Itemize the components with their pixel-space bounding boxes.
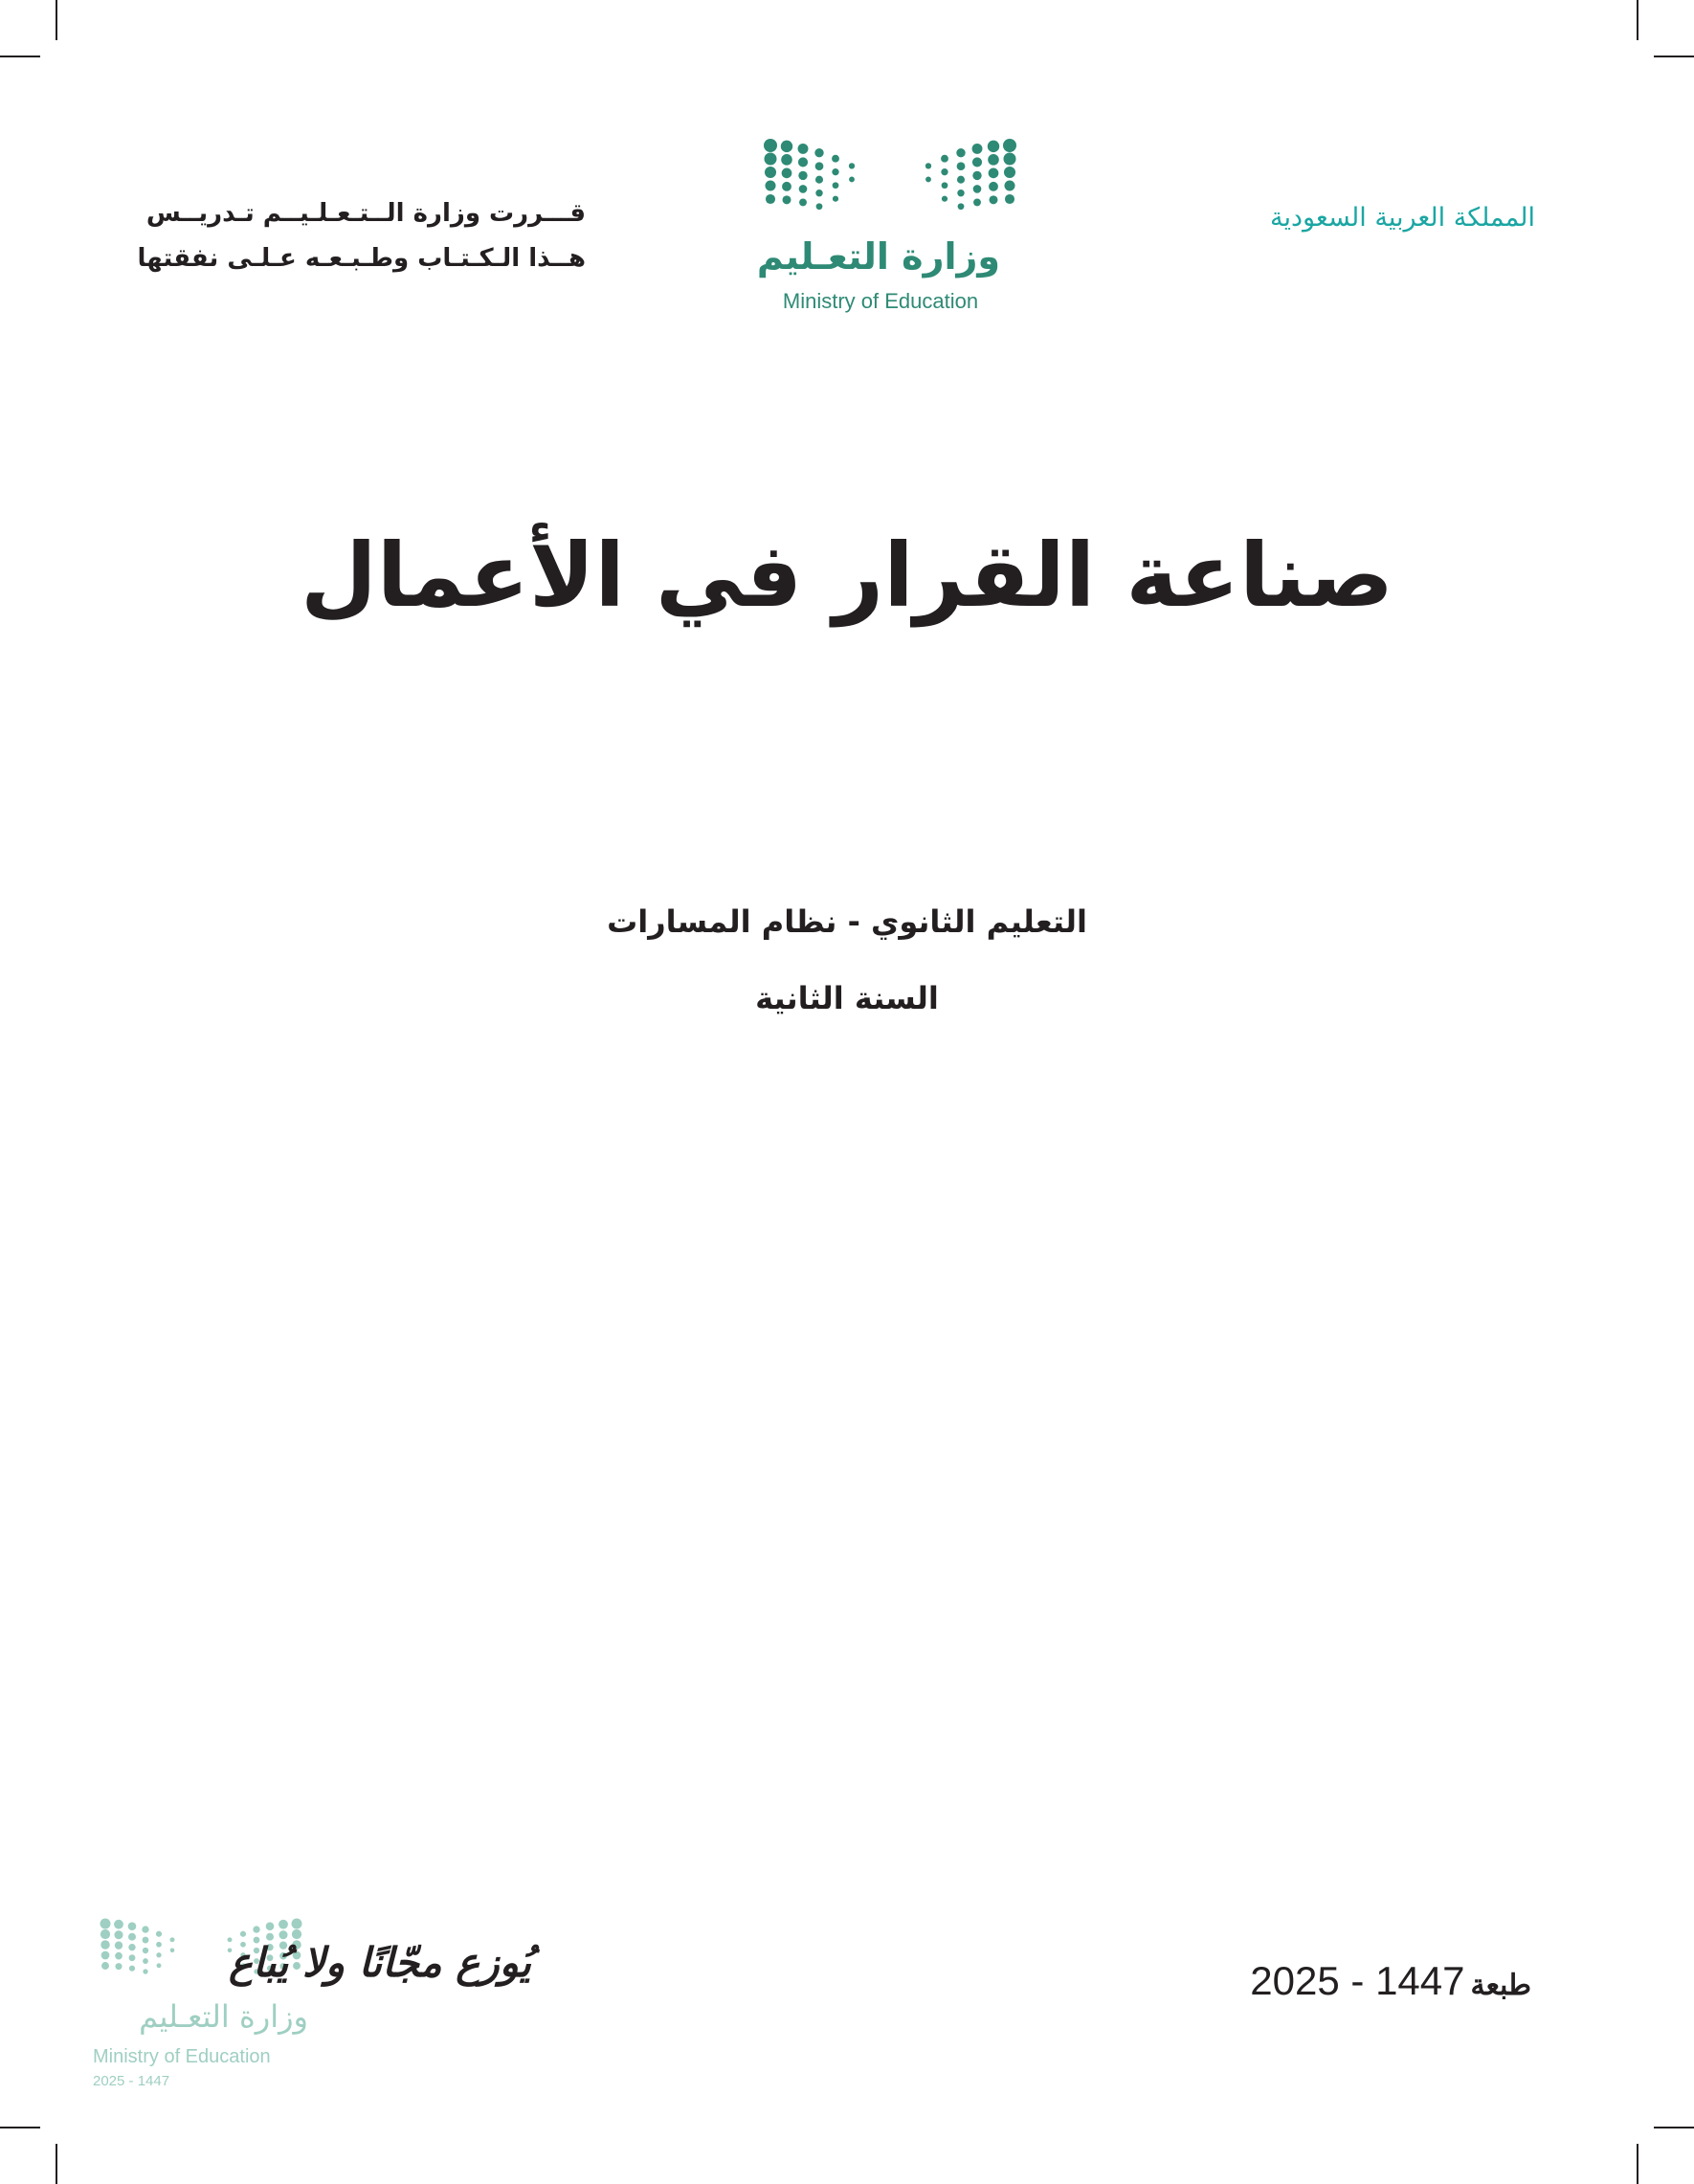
logo-dot [101, 1951, 110, 1960]
logo-dot [849, 176, 855, 182]
logo-dot [143, 1937, 149, 1944]
logo-dot [143, 1948, 148, 1953]
logo-dot [973, 185, 982, 193]
logo-dot [957, 162, 966, 170]
logo-dot [1004, 167, 1015, 178]
logo-dot [1005, 194, 1014, 204]
logo-dot [832, 155, 839, 163]
logo-dot [129, 1966, 135, 1972]
logo-dot [114, 1930, 123, 1939]
logo-dot [973, 198, 981, 206]
edition-label: طبعة [1470, 1970, 1531, 2001]
logo-dot [814, 148, 823, 157]
logo-dot [925, 163, 931, 168]
logo-dot [941, 155, 948, 163]
approval-line: قـــررت وزارة الــتـعـلـيــم تـدريــس [145, 199, 586, 228]
logo-dot [101, 1962, 109, 1970]
program-name: التعليم الثانوي - نظام المسارات [607, 903, 1087, 940]
logo-dot [782, 182, 791, 191]
logo-dot [156, 1952, 161, 1957]
approval-note [137, 191, 586, 281]
logo-dot [143, 1958, 148, 1964]
crop-mark [1654, 56, 1694, 57]
logo-dot [958, 203, 965, 210]
watermark-ministry-arabic: وزارة التعـليم [139, 1998, 308, 2035]
crop-mark [0, 2127, 40, 2128]
logo-dot [1003, 152, 1015, 165]
logo-dot [764, 139, 777, 152]
logo-dot [816, 203, 823, 210]
logo-dot [292, 1929, 301, 1939]
logo-dot [799, 198, 807, 206]
free-distribution-note: يُوزع مجّانًا ولا يُباع [229, 1939, 531, 1986]
crop-mark [0, 56, 40, 57]
logo-dot [781, 154, 792, 166]
logo-dot [765, 180, 775, 190]
logo-dot [989, 167, 999, 178]
logo-dot [972, 144, 983, 154]
logo-dot [942, 182, 948, 189]
logo-dot [157, 1963, 162, 1968]
book-title: صناعة القرار في الأعمال [300, 524, 1393, 627]
logo-dot [957, 176, 965, 184]
logo-dot [798, 157, 808, 167]
crop-mark [1637, 0, 1638, 40]
logo-dot [128, 1944, 135, 1950]
logo-dot [292, 1919, 302, 1929]
logo-dot [1004, 180, 1014, 190]
logo-dot [114, 1920, 123, 1929]
logo-dot [988, 154, 999, 166]
logo-dot [156, 1931, 162, 1937]
logo-dot [815, 176, 823, 184]
logo-dot [279, 1920, 288, 1929]
logo-dot [143, 1969, 147, 1973]
logo-dot [833, 182, 839, 189]
logo-dot [833, 196, 838, 202]
ministry-name-english: Ministry of Education [782, 289, 979, 313]
logo-dot [115, 1963, 122, 1970]
ministry-name-arabic: وزارة التعـليم [756, 235, 1000, 278]
logo-dot [100, 1929, 110, 1939]
watermark-year: 2025 - 1447 [93, 2073, 170, 2089]
logo-dot [941, 168, 947, 175]
logo-dot [925, 176, 931, 182]
logo-dot [100, 1940, 109, 1949]
logo-dot [170, 1949, 175, 1953]
logo-dot [764, 152, 776, 165]
logo-dot [129, 1954, 136, 1961]
logo-dot [798, 144, 809, 154]
logo-dot [240, 1931, 246, 1937]
crop-mark [56, 2144, 57, 2184]
logo-dot [783, 195, 791, 204]
logo-dot [1003, 139, 1016, 152]
crop-mark [56, 0, 57, 40]
logo-dot [782, 167, 792, 178]
logo-dot [942, 196, 947, 202]
logo-dot [798, 171, 807, 180]
logo-dot [128, 1933, 136, 1941]
logo-dot [115, 1952, 123, 1960]
logo-dot [832, 168, 838, 175]
kingdom-name: المملكة العربية السعودية [1269, 203, 1535, 233]
grade-name: السنة الثانية [755, 980, 939, 1016]
crop-mark [1654, 2127, 1694, 2128]
logo-dot [849, 163, 855, 168]
logo-dot [279, 1930, 287, 1939]
logo-dot [128, 1922, 137, 1930]
logo-dot [815, 162, 824, 170]
logo-dot [266, 1922, 275, 1930]
logo-dot [170, 1937, 175, 1942]
logo-dot [957, 189, 964, 196]
watermark-ministry-english: Ministry of Education [93, 2046, 271, 2067]
logo-dot [972, 171, 981, 180]
logo-dot [815, 189, 822, 196]
logo-dot [156, 1942, 162, 1948]
logo-dot [781, 141, 792, 152]
logo-dot [765, 167, 776, 178]
logo-dot [253, 1926, 259, 1932]
edition-years: 1447 - 2025 [1250, 1958, 1465, 2003]
logo-dot [988, 141, 999, 152]
logo-dot [972, 157, 982, 167]
approval-line: هــذا الـكـتـاب وطـبـعـه عـلـى نفقتها [137, 244, 586, 273]
crop-mark [1637, 2144, 1638, 2184]
logo-dot [956, 148, 965, 157]
logo-dot [799, 185, 808, 193]
logo-dot [115, 1941, 123, 1949]
logo-dot [990, 195, 998, 204]
logo-dot [766, 194, 775, 204]
logo-dot [989, 182, 998, 191]
logo-dot [100, 1919, 111, 1929]
logo-dot [142, 1926, 148, 1932]
edition-info [1250, 1958, 1531, 2004]
